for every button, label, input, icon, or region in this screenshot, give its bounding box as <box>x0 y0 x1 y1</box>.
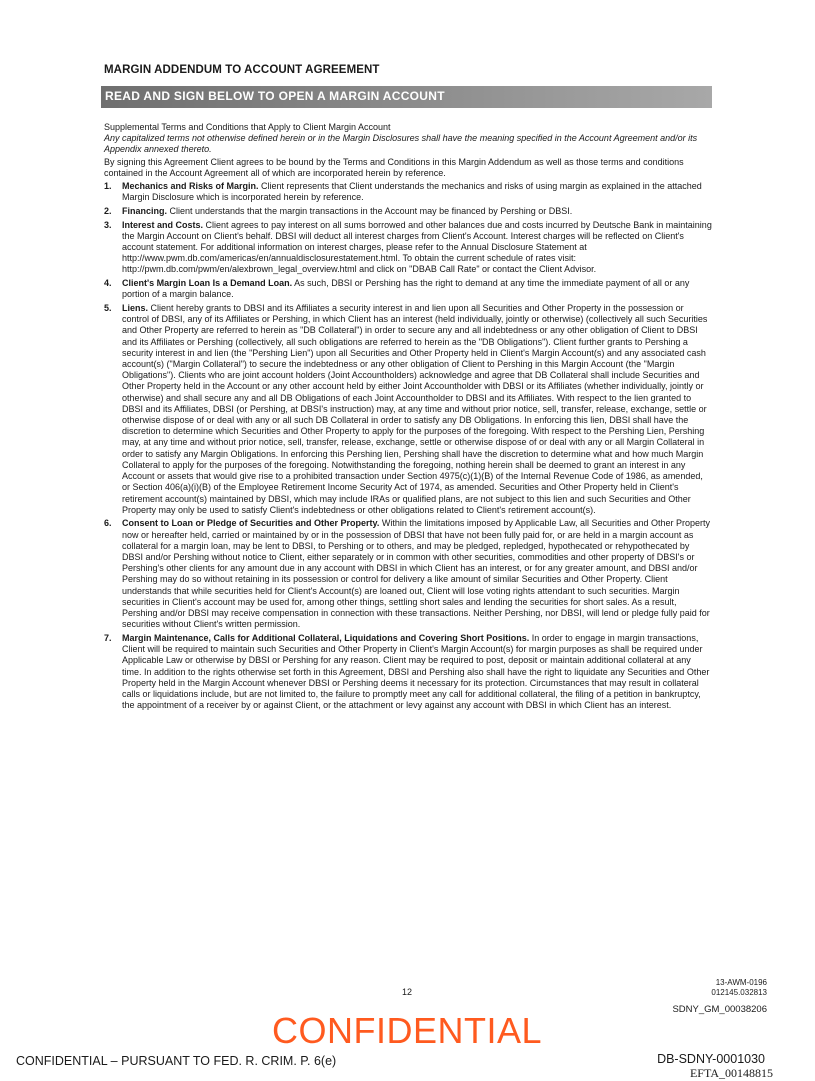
item-number: 2. <box>104 205 112 216</box>
list-item <box>104 518 712 630</box>
efta-number: EFTA_00148815 <box>689 1066 773 1080</box>
item-text: Client represents that Client understands the mechanics and risks of using margin as explained in the attached Margin Disclosure which is incorporated herein by reference. <box>122 181 702 203</box>
item-number: 7. <box>104 632 112 643</box>
bates-number: 012145.032813 <box>711 987 767 997</box>
item-heading: Mechanics and Risks of Margin. <box>122 181 259 192</box>
item-heading: Interest and Costs. <box>122 219 204 230</box>
item-heading: Margin Maintenance, Calls for Additional Collateral, Liquidations and Covering Short Positions. <box>122 632 530 643</box>
bates-stamp <box>711 978 767 997</box>
item-heading: Financing. <box>122 205 167 216</box>
list-item <box>104 278 712 300</box>
item-number: 1. <box>104 181 112 192</box>
sdny-gm-number: SDNY_GM_00038206 <box>672 1004 767 1015</box>
item-text: In order to engage in margin transactions, Client will be required to maintain such Securities and Other Property in Client's Margin Account(s) for margin purposes as shall be required under Applicable Law or otherwise by DBSI or Pershing for any reason. Client may be required to post, deposit or maintain additional collateral at any time. In addition to the rights otherwise set forth in this Agreement, DBSI and Pershing also shall have the right to liquidate any Securities and Other Property held in the Margin Account whenever DBSI or Pershing deems it necessary for its protection. Circumstances that may result in collateral calls or liquidations include, but are not limited to, the failure to promptly meet any call for additional collateral, the filing of a petition in bankruptcy, the appointment of a receiver by or against Client, or the attachment or levy against any account with DBSI in which Client has an interest. <box>122 632 710 711</box>
confidential-legend: CONFIDENTIAL – PURSUANT TO FED. R. CRIM. P. 6(e) <box>16 1054 337 1068</box>
list-item <box>104 220 712 276</box>
item-number: 6. <box>104 518 112 529</box>
subtitle: Supplemental Terms and Conditions that Apply to Client Margin Account <box>104 122 391 132</box>
italic-note: Any capitalized terms not otherwise defined herein or in the Margin Disclosures shall have the meaning specified in the Account Agreement and/or its Appendix annexed thereto. <box>104 133 698 155</box>
banner <box>101 86 712 108</box>
item-text: Within the limitations imposed by Applicable Law, all Securities and Other Property now or hereafter held, carried or maintained by or in the possession of DBSI that have not been fully paid for, or are held in a margin account as collateral for a margin loan, may be lent to DBSI, to Pershing or to others, and may be pledged, repledged, hypothecated or rehypothecated by DBSI and/or Pershing without notice to Client, either separately or in common with other securities, commodities and other property of DBSI's or Pershing's other clients for any amount due in any account with DBSI in which Client has an interest, or for any greater amount, and DBSI and/or Pershing may do so without retaining in its possession or control for delivery a like amount of similar Securities and Other Property. Client understands that while securities held for Client's Account(s) are loaned out, Client will lose voting rights attendant to such securities. Margin securities in Client's account may be used for, among other things, settling short sales and lending the securities for short sales. As a result, Pershing and/or DBSI may receive compensation in connection with these transactions. Neither Pershing, nor DBSI, will lend or pledge fully paid for securities without Client's written permission. <box>122 518 711 630</box>
item-number: 4. <box>104 278 112 289</box>
item-text: Client understands that the margin transactions in the Account may be financed by Pershing or DBSI. <box>167 205 573 216</box>
intro-paragraph: By signing this Agreement Client agrees to be bound by the Terms and Conditions in this Margin Addendum as well as those terms and conditions contained in the Account Agreement all of which are incorporated herein by reference. <box>104 156 684 178</box>
item-number: 3. <box>104 219 112 230</box>
list-item <box>104 181 712 203</box>
banner-text: READ AND SIGN BELOW TO OPEN A MARGIN ACCOUNT <box>105 89 445 103</box>
document-title: MARGIN ADDENDUM TO ACCOUNT AGREEMENT <box>104 64 380 76</box>
list-item <box>104 206 712 217</box>
item-heading: Client's Margin Loan Is a Demand Loan. <box>122 278 293 289</box>
db-sdny-number: DB-SDNY-0001030 <box>657 1052 765 1066</box>
bates-code: 13-AWM-0196 <box>715 978 767 987</box>
item-heading: Liens. <box>122 303 149 314</box>
item-heading: Consent to Loan or Pledge of Securities and Other Property. <box>122 518 380 529</box>
terms-list <box>104 181 712 711</box>
list-item <box>104 303 712 516</box>
item-number: 5. <box>104 303 112 314</box>
document-body <box>104 122 712 714</box>
item-text: Client hereby grants to DBSI and its Affiliates a security interest in and lien upon all Securities and Other Property in the possession or control of DBSI, any of its Affiliates or Pershing, in which Client has an interest (held individually, jointly or otherwise) (collectively all such Securities and Other Property are referred to herein as "DB Collateral") in order to secure any and all indebtedness or any other obligation of Client to DBSI and its Affiliates or Pershing (collectively, all such obligations are referred to herein as the "DB Obligations"). Client further grants to Pershing a security interest in and lien (the "Pershing Lien") upon all Securities and Other Property held in Client's Margin Account(s) and any associated cash account(s) ("Margin Collateral") to secure the indebtedness or any other obligation of Client to Pershing in this Margin Account (the "Margin Obligations"). Clients who are joint account holders (Joint Accountholders) acknowledge and agree that DB Collateral shall include Securities and Other Property held in the Account or any other account held by either Joint Accountholder with DBSI or its Affiliates (whether individually, jointly or otherwise) and shall secure any and all DB Obligations of each Joint Accountholder to DBSI and its Affiliates. With respect to the lien granted to DBSI and its Affiliates, DBSI (or Pershing, at DBSI's instruction) may, at any time and without prior notice, sell, transfer, release, exchange, settle or otherwise dispose of or deal with any or all such DB Collateral in order to satisfy any DB Obligations. In enforcing this lien, DBSI shall have the discretion to determine which Securities and Other Property to apply for the purposes of the foregoing. With respect to the Pershing Lien, Pershing may, at any time and without prior notice, sell, transfer, release, exchange, settle or otherwise dispose of or deal with any or all Margin Collateral in order to satisfy any Margin Obligations. In enforcing this Pershing lien, Pershing shall have the discretion to determine what and how much Margin Collateral to apply for the purposes of the foregoing. Notwithstanding the foregoing, nothing herein shall be deemed to grant an interest in any Account or assets that would give rise to a prohibited transaction under Section 4975(c)(1)(B) of the Internal Revenue Code of 1986, as amended, or Section 406(a)(i)(B) of the Employee Retirement Income Security Act of 1974, as amended. Securities and Other Property held in Client's retirement account(s) maintained by DBSI, which may include IRAs or qualified plans, are not subject to this lien and such Securities and Other Property may only be used to satisfy Client's indebtedness or other obligations related to Client's retirement account(s). <box>122 303 708 515</box>
item-text: As such, DBSI or Pershing has the right to demand at any time the immediate payment of all or any portion of a margin balance. <box>122 278 690 300</box>
item-text: Client agrees to pay interest on all sums borrowed and other balances due and costs incurred by Deutsche Bank in maintaining the Margin Account on Client's behalf. DBSI will deduct all interest charges from Client's Account. Interest charges will be reflected on Client's account statement. For additional information on interest charges, please refer to the Annual Disclosure Statement at http://www.pwm.db.com/americas/en/annualdisclosurestatement.html. To obtain the current schedule of rates visit: http://pwm.db.com/pwm/en/alexbrown_legal_overview.html and click on "DBAB Call Rate" or contact the Client Advisor. <box>122 219 712 275</box>
list-item <box>104 633 712 711</box>
confidential-stamp: CONFIDENTIAL <box>272 1010 543 1051</box>
page-number: 12 <box>402 987 413 997</box>
